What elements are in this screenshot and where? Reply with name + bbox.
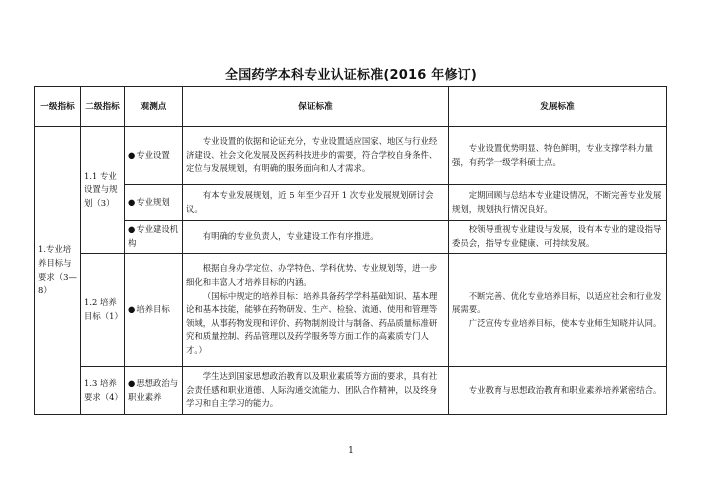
guarantee-cell — [183, 367, 449, 415]
guarantee-text: 根据自身办学定位、办学特色、学科优势、专业规划等，进一步细化和丰富人才培养目标的内涵。 — [186, 263, 438, 288]
observation-cell — [125, 185, 183, 221]
level2-cell: 1.3 培养要求（4） — [81, 367, 125, 415]
page-title: 全国药学本科专业认证标准(2016 年修订) — [225, 68, 477, 83]
bullet-icon: ● — [128, 377, 136, 388]
table-row — [35, 254, 667, 367]
observation-label: 专业规划 — [136, 196, 170, 207]
observation-cell — [125, 127, 183, 185]
development-cell — [449, 221, 667, 254]
bullet-icon: ● — [128, 149, 136, 160]
header-level2: 二级指标 — [81, 87, 125, 127]
guarantee-text: 学生达到国家思想政治教育以及职业素质等方面的要求，具有社会责任感和职业道德、人际沟通交流能力、团队合作精神，以及终身学习和自主学习的能力。 — [186, 371, 438, 409]
table-row — [35, 185, 667, 221]
observation-cell — [125, 221, 183, 254]
header-development: 发展标准 — [449, 87, 667, 127]
development-cell — [449, 254, 667, 367]
guarantee-text: 有本专业发展规划，近 5 年至少召开 1 次专业发展规划研讨会议。 — [186, 189, 434, 214]
guarantee-text: （国标中规定的培养目标：培养具备药学学科基础知识、基本理论和基本技能，能够在药物研发、生产、检验、流通、使用和管理等领域，从事药物发现和评价、药物制剂设计与制备、药品质量标准研究和质量控制、药品管理以及药学服务等方面工作的高素质专门人才。） — [186, 290, 438, 355]
table-header-row — [35, 87, 667, 127]
level2-cell: 1.1 专业设置与规划（3） — [81, 127, 125, 254]
level2-cell: 1.2 培养目标（1） — [81, 254, 125, 367]
development-text: 专业设置优势明显、特色鲜明，专业支撑学科力量强，有药学一级学科硕士点。 — [452, 142, 654, 167]
guarantee-cell — [183, 221, 449, 254]
observation-label: 思想政治与职业素养 — [128, 377, 179, 402]
development-cell — [449, 367, 667, 415]
guarantee-cell — [183, 254, 449, 367]
header-guarantee: 保证标准 — [183, 87, 449, 127]
level1-cell: 1.专业培养目标与要求（3—8） — [35, 127, 81, 415]
guarantee-text: 有明确的专业负责人，专业建设工作有序推进。 — [202, 231, 379, 242]
observation-cell — [125, 367, 183, 415]
development-text: 广泛宣传专业培养目标，使本专业师生知晓并认同。 — [468, 317, 662, 328]
guarantee-text: 专业设置的依据和论证充分，专业设置适应国家、地区与行业经济建设、社会文化发展及医药科技进步的需要，符合学校自身条件、定位与发展规划，有明确的服务面向和人才需求。 — [186, 136, 438, 174]
bullet-icon: ● — [128, 304, 136, 315]
page-number: 1 — [348, 446, 354, 456]
guarantee-cell — [183, 185, 449, 221]
development-text: 定期回顾与总结本专业建设情况，不断完善专业发展规划，规划执行情况良好。 — [452, 189, 662, 214]
header-level1: 一级指标 — [35, 87, 81, 127]
header-observation: 观测点 — [125, 87, 183, 127]
development-text: 不断完善、优化专业培养目标，以适应社会和行业发展需要。 — [452, 290, 662, 315]
table-row — [35, 367, 667, 415]
observation-label: 培养目标 — [136, 304, 170, 315]
development-cell — [449, 185, 667, 221]
development-text: 校领导重视专业建设与发展，设有本专业的建设指导委员会，指导专业健康、可持续发展。 — [452, 224, 662, 248]
guarantee-cell — [183, 127, 449, 185]
observation-label: 专业设置 — [136, 149, 170, 160]
observation-cell — [125, 254, 183, 367]
bullet-icon: ● — [128, 224, 136, 235]
table-row — [35, 127, 667, 185]
bullet-icon: ● — [128, 196, 136, 207]
development-cell — [449, 127, 667, 185]
table-row — [35, 221, 667, 254]
development-text: 专业教育与思想政治教育和职业素养培养紧密结合。 — [468, 384, 662, 395]
observation-label: 专业建设机构 — [128, 224, 179, 248]
certification-standard-table — [34, 86, 667, 415]
